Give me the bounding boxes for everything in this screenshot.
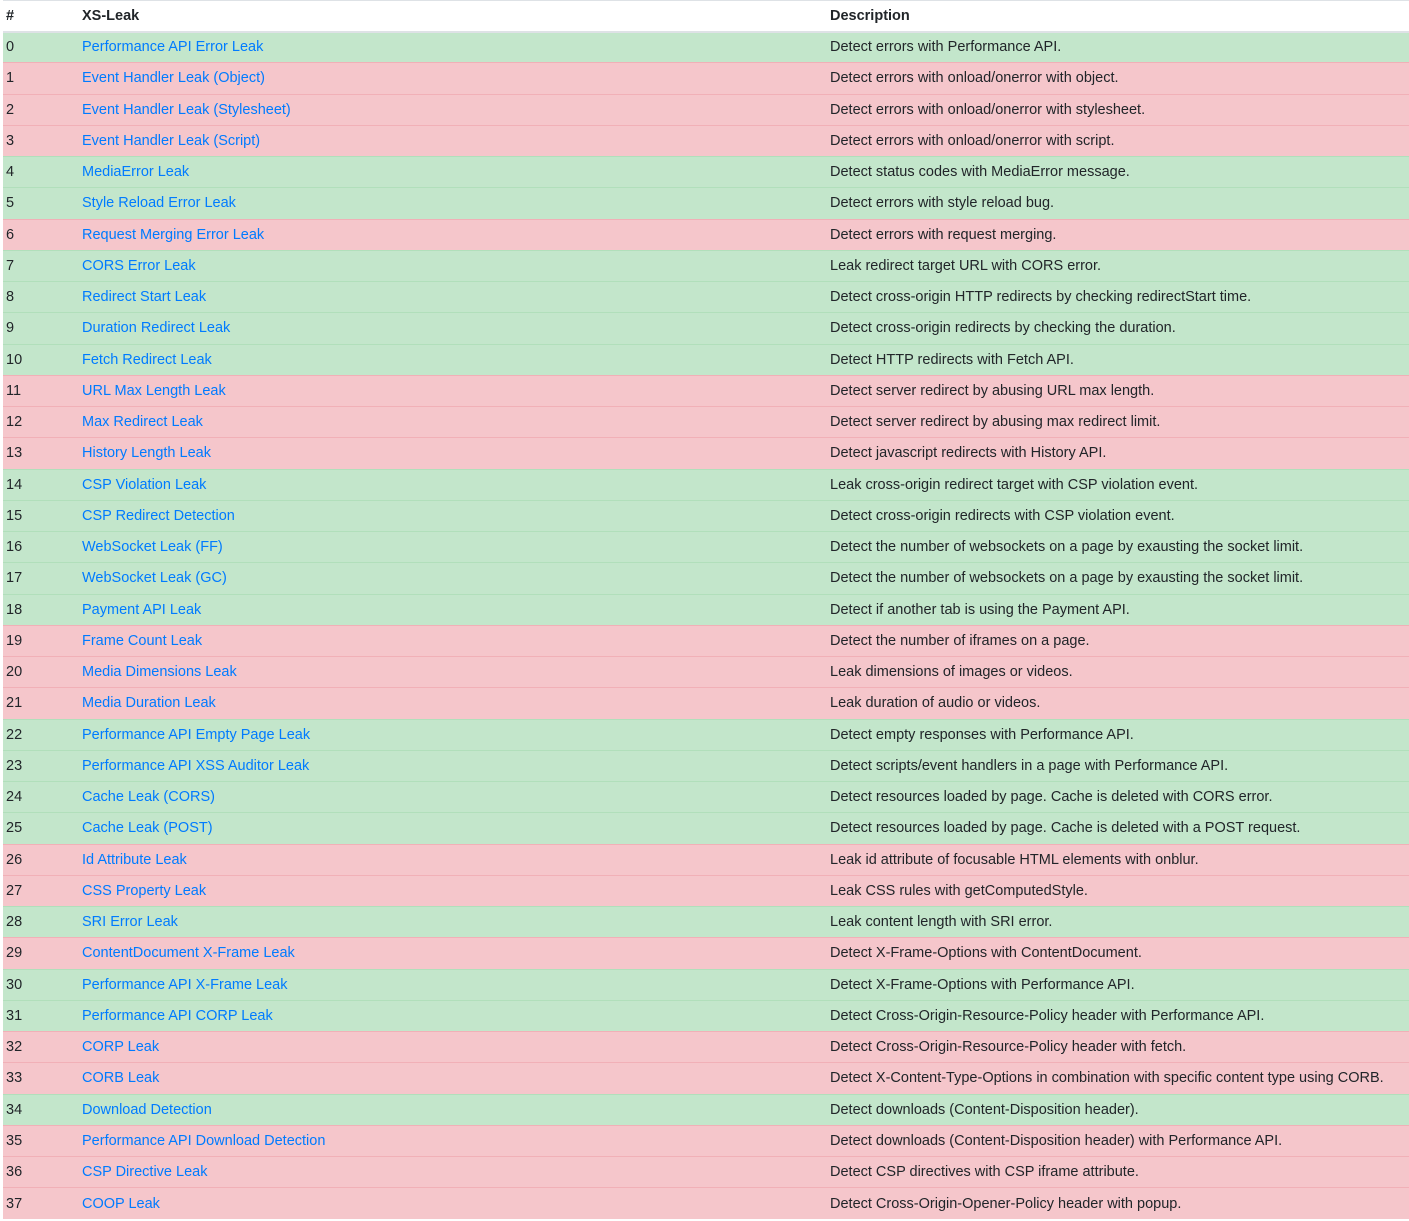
table-row	[3, 907, 1409, 938]
row-number: 25	[3, 813, 79, 844]
xs-leak-link[interactable]: Request Merging Error Leak	[82, 226, 265, 243]
xs-leak-link[interactable]: CSP Violation Leak	[82, 476, 207, 493]
row-description: Detect Cross-Origin-Opener-Policy header with popup.	[827, 1188, 1409, 1219]
column-header-xs-leak: XS-Leak	[79, 1, 827, 32]
row-description: Detect scripts/event handlers in a page with Performance API.	[827, 750, 1409, 781]
xs-leak-link[interactable]: WebSocket Leak (GC)	[82, 570, 227, 587]
table-row	[3, 813, 1409, 844]
table-row	[3, 125, 1409, 156]
row-number: 9	[3, 313, 79, 344]
row-number: 8	[3, 282, 79, 313]
row-description: Detect the number of websockets on a page by exausting the socket limit.	[827, 563, 1409, 594]
xs-leak-link[interactable]: MediaError Leak	[82, 164, 190, 181]
row-description: Leak CSS rules with getComputedStyle.	[827, 875, 1409, 906]
row-name-cell	[79, 1000, 827, 1031]
xs-leak-link[interactable]: Media Duration Leak	[82, 695, 216, 712]
xs-leak-link[interactable]: URL Max Length Leak	[82, 382, 226, 399]
table-row	[3, 344, 1409, 375]
table-row	[3, 1094, 1409, 1125]
row-description: Leak duration of audio or videos.	[827, 688, 1409, 719]
table-row	[3, 500, 1409, 531]
row-number: 23	[3, 750, 79, 781]
row-number: 36	[3, 1157, 79, 1188]
table-row	[3, 250, 1409, 281]
column-header-description: Description	[827, 1, 1409, 32]
table-row	[3, 94, 1409, 125]
row-number: 29	[3, 938, 79, 969]
xs-leak-link[interactable]: Cache Leak (CORS)	[82, 789, 215, 806]
row-description: Leak id attribute of focusable HTML elements with onblur.	[827, 844, 1409, 875]
row-description: Detect errors with style reload bug.	[827, 188, 1409, 219]
row-number: 19	[3, 625, 79, 656]
xs-leak-link[interactable]: History Length Leak	[82, 445, 211, 462]
row-description: Detect X-Frame-Options with ContentDocument.	[827, 938, 1409, 969]
xs-leak-link[interactable]: Media Dimensions Leak	[82, 664, 237, 681]
row-name-cell	[79, 969, 827, 1000]
row-number: 24	[3, 782, 79, 813]
row-name-cell	[79, 875, 827, 906]
table-row	[3, 188, 1409, 219]
row-number: 26	[3, 844, 79, 875]
row-name-cell	[79, 844, 827, 875]
xs-leak-link[interactable]: Performance API Empty Page Leak	[82, 726, 311, 743]
row-name-cell	[79, 157, 827, 188]
table-row	[3, 938, 1409, 969]
row-description: Detect errors with onload/onerror with stylesheet.	[827, 94, 1409, 125]
row-name-cell	[79, 469, 827, 500]
row-description: Detect server redirect by abusing max redirect limit.	[827, 407, 1409, 438]
row-number: 22	[3, 719, 79, 750]
row-name-cell	[79, 219, 827, 250]
row-name-cell	[79, 500, 827, 531]
row-description: Detect resources loaded by page. Cache is deleted with a POST request.	[827, 813, 1409, 844]
xs-leak-link[interactable]: CORP Leak	[82, 1039, 160, 1056]
xs-leak-link[interactable]: Redirect Start Leak	[82, 289, 207, 306]
xs-leak-link[interactable]: Performance API XSS Auditor Leak	[82, 757, 310, 774]
row-description: Detect downloads (Content-Disposition header) with Performance API.	[827, 1125, 1409, 1156]
table-row	[3, 969, 1409, 1000]
xs-leak-link[interactable]: Frame Count Leak	[82, 632, 203, 649]
row-number: 16	[3, 532, 79, 563]
table-row	[3, 1125, 1409, 1156]
table-row	[3, 63, 1409, 94]
xs-leak-link[interactable]: CSS Property Leak	[82, 882, 207, 899]
table-row	[3, 875, 1409, 906]
row-description: Detect X-Content-Type-Options in combination with specific content type using CORB.	[827, 1063, 1409, 1094]
row-description: Leak dimensions of images or videos.	[827, 657, 1409, 688]
row-description: Detect javascript redirects with History API.	[827, 438, 1409, 469]
row-number: 37	[3, 1188, 79, 1219]
row-name-cell	[79, 375, 827, 406]
xs-leak-link[interactable]: ContentDocument X-Frame Leak	[82, 945, 295, 962]
xs-leak-link[interactable]: Id Attribute Leak	[82, 851, 187, 868]
row-name-cell	[79, 532, 827, 563]
row-name-cell	[79, 813, 827, 844]
row-name-cell	[79, 1125, 827, 1156]
table-body	[3, 32, 1409, 1220]
xs-leak-link[interactable]: Payment API Leak	[82, 601, 202, 618]
table-row	[3, 219, 1409, 250]
row-description: Detect cross-origin redirects by checking the duration.	[827, 313, 1409, 344]
table-row	[3, 313, 1409, 344]
xs-leak-link[interactable]: Event Handler Leak (Object)	[82, 70, 265, 87]
row-description: Detect errors with onload/onerror with script.	[827, 125, 1409, 156]
table-row	[3, 532, 1409, 563]
row-name-cell	[79, 657, 827, 688]
table-row	[3, 407, 1409, 438]
row-number: 33	[3, 1063, 79, 1094]
row-description: Leak redirect target URL with CORS error.	[827, 250, 1409, 281]
table-row	[3, 438, 1409, 469]
row-name-cell	[79, 907, 827, 938]
table-row	[3, 594, 1409, 625]
row-description: Detect status codes with MediaError message.	[827, 157, 1409, 188]
xs-leak-link[interactable]: SRI Error Leak	[82, 914, 178, 931]
row-name-cell	[79, 1188, 827, 1219]
xs-leak-link[interactable]: WebSocket Leak (FF)	[82, 539, 223, 556]
table-row	[3, 563, 1409, 594]
xs-leak-table	[3, 0, 1409, 1219]
row-description: Detect server redirect by abusing URL max length.	[827, 375, 1409, 406]
row-description: Detect errors with request merging.	[827, 219, 1409, 250]
row-number: 30	[3, 969, 79, 1000]
row-number: 12	[3, 407, 79, 438]
row-description: Detect errors with onload/onerror with object.	[827, 63, 1409, 94]
row-name-cell	[79, 94, 827, 125]
row-number: 28	[3, 907, 79, 938]
row-number: 13	[3, 438, 79, 469]
row-number: 15	[3, 500, 79, 531]
row-number: 14	[3, 469, 79, 500]
table-row	[3, 1188, 1409, 1219]
xs-leak-link[interactable]: Max Redirect Leak	[82, 414, 203, 431]
row-number: 7	[3, 250, 79, 281]
row-name-cell	[79, 344, 827, 375]
xs-leak-link[interactable]: Fetch Redirect Leak	[82, 351, 212, 368]
table-row	[3, 782, 1409, 813]
table-row	[3, 625, 1409, 656]
row-number: 21	[3, 688, 79, 719]
row-number: 17	[3, 563, 79, 594]
row-description: Detect Cross-Origin-Resource-Policy header with fetch.	[827, 1032, 1409, 1063]
row-description: Detect if another tab is using the Payment API.	[827, 594, 1409, 625]
xs-leak-link[interactable]: COOP Leak	[82, 1195, 160, 1212]
row-description: Detect the number of iframes on a page.	[827, 625, 1409, 656]
xs-leak-link[interactable]: Style Reload Error Leak	[82, 195, 236, 212]
row-number: 3	[3, 125, 79, 156]
row-number: 32	[3, 1032, 79, 1063]
row-name-cell	[79, 1157, 827, 1188]
xs-leak-link[interactable]: Cache Leak (POST)	[82, 820, 213, 837]
row-number: 1	[3, 63, 79, 94]
row-description: Detect the number of websockets on a page by exausting the socket limit.	[827, 532, 1409, 563]
xs-leak-link[interactable]: CSP Redirect Detection	[82, 507, 235, 524]
row-name-cell	[79, 438, 827, 469]
row-name-cell	[79, 719, 827, 750]
row-description: Detect resources loaded by page. Cache is deleted with CORS error.	[827, 782, 1409, 813]
row-name-cell	[79, 32, 827, 63]
row-name-cell	[79, 782, 827, 813]
row-description: Leak cross-origin redirect target with CSP violation event.	[827, 469, 1409, 500]
row-name-cell	[79, 750, 827, 781]
xs-leak-link[interactable]: Download Detection	[82, 1101, 212, 1118]
row-name-cell	[79, 63, 827, 94]
row-number: 10	[3, 344, 79, 375]
row-name-cell	[79, 407, 827, 438]
column-header-number: #	[3, 1, 79, 32]
table-row	[3, 469, 1409, 500]
row-name-cell	[79, 1094, 827, 1125]
row-name-cell	[79, 625, 827, 656]
row-description: Detect CSP directives with CSP iframe attribute.	[827, 1157, 1409, 1188]
row-number: 35	[3, 1125, 79, 1156]
row-name-cell	[79, 688, 827, 719]
table-row	[3, 1032, 1409, 1063]
row-description: Detect HTTP redirects with Fetch API.	[827, 344, 1409, 375]
row-number: 11	[3, 375, 79, 406]
table-row	[3, 375, 1409, 406]
row-number: 34	[3, 1094, 79, 1125]
table-row	[3, 282, 1409, 313]
xs-leak-link[interactable]: Performance API CORP Leak	[82, 1007, 273, 1024]
header-row	[3, 1, 1409, 32]
row-name-cell	[79, 313, 827, 344]
row-name-cell	[79, 563, 827, 594]
table-row	[3, 688, 1409, 719]
xs-leak-link[interactable]: Event Handler Leak (Stylesheet)	[82, 101, 291, 118]
xs-leak-link[interactable]: CORS Error Leak	[82, 257, 196, 274]
xs-leak-link[interactable]: Event Handler Leak (Script)	[82, 132, 261, 149]
row-number: 18	[3, 594, 79, 625]
xs-leak-link[interactable]: Performance API Download Detection	[82, 1132, 326, 1149]
table-row	[3, 157, 1409, 188]
row-name-cell	[79, 282, 827, 313]
row-name-cell	[79, 125, 827, 156]
table-header	[3, 1, 1409, 32]
row-description: Detect cross-origin HTTP redirects by checking redirectStart time.	[827, 282, 1409, 313]
table-row	[3, 1000, 1409, 1031]
row-number: 4	[3, 157, 79, 188]
row-description: Detect errors with Performance API.	[827, 32, 1409, 63]
row-name-cell	[79, 1032, 827, 1063]
row-description: Detect empty responses with Performance API.	[827, 719, 1409, 750]
row-number: 2	[3, 94, 79, 125]
row-description: Detect downloads (Content-Disposition header).	[827, 1094, 1409, 1125]
xs-leak-link[interactable]: Duration Redirect Leak	[82, 320, 231, 337]
row-number: 20	[3, 657, 79, 688]
table-row	[3, 719, 1409, 750]
row-number: 27	[3, 875, 79, 906]
xs-leak-link[interactable]: CORB Leak	[82, 1070, 160, 1087]
row-number: 5	[3, 188, 79, 219]
xs-leak-link[interactable]: Performance API X-Frame Leak	[82, 976, 288, 993]
xs-leak-link[interactable]: CSP Directive Leak	[82, 1164, 208, 1181]
row-name-cell	[79, 250, 827, 281]
row-description: Detect cross-origin redirects with CSP violation event.	[827, 500, 1409, 531]
table-row	[3, 657, 1409, 688]
row-description: Detect Cross-Origin-Resource-Policy header with Performance API.	[827, 1000, 1409, 1031]
row-name-cell	[79, 594, 827, 625]
row-name-cell	[79, 938, 827, 969]
row-number: 0	[3, 32, 79, 63]
table-row	[3, 1157, 1409, 1188]
row-number: 31	[3, 1000, 79, 1031]
row-name-cell	[79, 188, 827, 219]
row-name-cell	[79, 1063, 827, 1094]
row-description: Leak content length with SRI error.	[827, 907, 1409, 938]
table-row	[3, 844, 1409, 875]
row-number: 6	[3, 219, 79, 250]
table-row	[3, 1063, 1409, 1094]
table-row	[3, 750, 1409, 781]
xs-leak-link[interactable]: Performance API Error Leak	[82, 39, 264, 56]
row-description: Detect X-Frame-Options with Performance API.	[827, 969, 1409, 1000]
table-row	[3, 32, 1409, 63]
